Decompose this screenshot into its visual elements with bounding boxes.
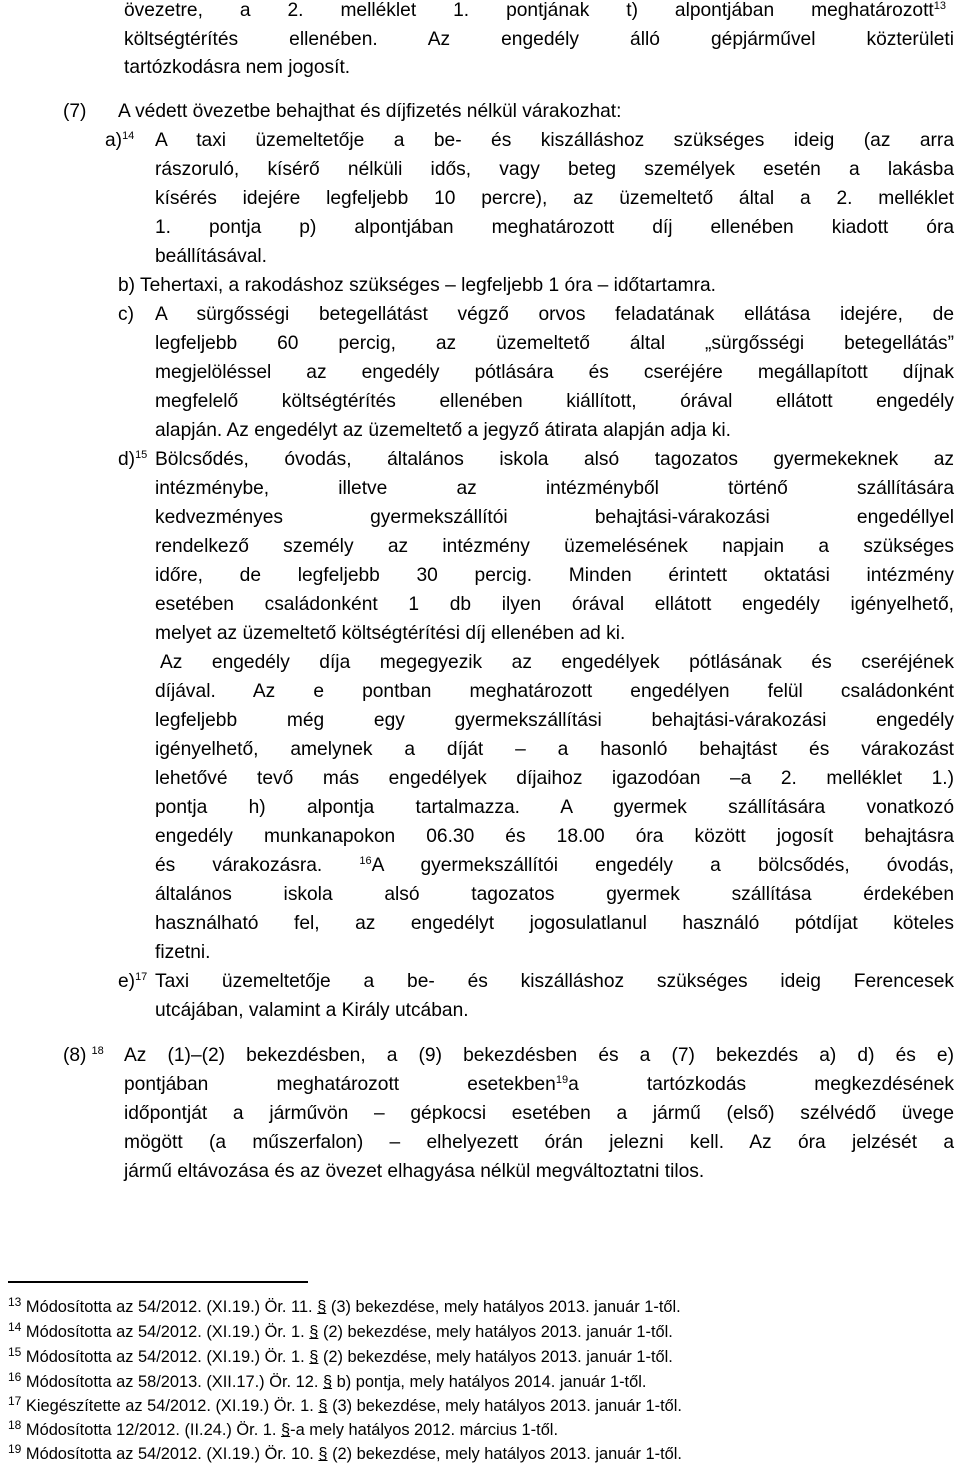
footnote: $^{14}$ Módosította az 54/2012. (XI.19.) Ör. 1. § (2) bekezdése, mely hatályos 2013. január 1-től. [8, 1320, 673, 1341]
body-line: általános iskola alsó tagozatos gyermek szállítása érdekében [155, 884, 954, 905]
body-line: A taxi üzemeltetője a be- és kiszálláshoz szükséges ideig (az arra [155, 130, 954, 151]
footnote-separator [8, 1281, 308, 1283]
body-line: pontjában meghatározott esetekben$^{19}$a tartózkodás megkezdésének [124, 1074, 954, 1095]
body-line: mögött (a műszerfalon) – elhelyezett órán jelezni kell. Az óra jelzését a [124, 1132, 954, 1153]
body-line: Taxi üzemeltetője a be- és kiszálláshoz szükséges ideig Ferencesek [155, 971, 954, 992]
body-line: legfeljebb 60 percig, az üzemeltető által „sürgősségi betegellátás” [155, 333, 954, 354]
footnote-number: 16 [8, 1370, 22, 1384]
body-line: lehetővé tevő más engedélyek díjaihoz igazodóan –a 2. melléklet 1.) [155, 768, 954, 789]
body-line: 1. pontja p) alpontjában meghatározott díj ellenében kiadott óra [155, 217, 954, 238]
body-line: jármű eltávozása és az övezet elhagyása nélkül megváltoztatni tilos. [124, 1161, 705, 1182]
body-line: Az engedély díja megegyezik az engedélyek pótlásának és cseréjének [160, 652, 954, 673]
body-line: engedély munkanapokon 06.30 és 18.00 óra között jogosít behajtásra [155, 826, 954, 847]
footnote-number: 19 [8, 1442, 22, 1456]
body-line: díjával. Az e pontban meghatározott engedélyen felül családonként [155, 681, 954, 702]
section-symbol: § [318, 1397, 328, 1415]
body-line: utcájában, valamint a Király utcában. [155, 1000, 469, 1021]
footnote: $^{15}$ Módosította az 54/2012. (XI.19.) Ör. 1. § (2) bekezdése, mely hatályos 2013. január 1-től. [8, 1345, 673, 1366]
footnote: $^{17}$ Kiegészítette az 54/2012. (XI.19.) Ör. 1. § (3) bekezdése, mely hatályos 2013. január 1-től. [8, 1394, 682, 1415]
paragraph-title: A védett övezetbe behajthat és díjfizetés nélkül várakozhat: [118, 101, 622, 122]
body-line: fizetni. [155, 942, 211, 963]
section-symbol: § [309, 1348, 319, 1366]
footnote: $^{16}$ Módosította az 58/2013. (XII.17.) Ör. 12. § b) pontja, mely hatályos 2014. január 1-től. [8, 1370, 647, 1391]
footnote: $^{13}$ Módosította az 54/2012. (XI.19.) Ör. 11. § (3) bekezdése, mely hatályos 2013. január 1-től. [8, 1295, 681, 1316]
section-symbol: § [318, 1445, 328, 1463]
point-label: a)$^{14}$ [105, 130, 135, 151]
paragraph-number: (7) [63, 101, 87, 122]
body-line: időpontját a járművön – gépkocsi esetében a jármű (első) szélvédő üvege [124, 1103, 954, 1124]
body-line: legfeljebb még egy gyermekszállítási behajtási-várakozási engedély [155, 710, 954, 731]
body-line: megjelöléssel az engedély pótlására és cseréjére megállapított díjnak [155, 362, 954, 383]
body-line: költségtérítés ellenében. Az engedély álló gépjárművel közterületi [124, 29, 954, 50]
body-line: Bölcsődés, óvodás, általános iskola alsó tagozatos gyermekeknek az [155, 449, 954, 470]
footnote-number: 15 [8, 1345, 22, 1359]
footnote-ref: 16 [359, 855, 372, 867]
footnote-number: 14 [8, 1320, 22, 1334]
body-line: A sürgősségi betegellátást végző orvos feladatának ellátása idejére, de [155, 304, 954, 325]
body-line: beállításával. [155, 246, 267, 267]
section-symbol: § [322, 1373, 333, 1391]
section-symbol: § [281, 1421, 291, 1439]
footnote-ref: 18 [91, 1045, 104, 1057]
body-line: Az (1)–(2) bekezdésben, a (9) bekezdésben és a (7) bekezdés a) d) és e) [124, 1045, 954, 1066]
point-label: e)$^{17}$ [118, 971, 148, 992]
body-line: időre, de legfeljebb 30 percig. Minden érintett oktatási intézmény [155, 565, 954, 586]
body-line: melyet az üzemeltető költségtérítési díj ellenében ad ki. [155, 623, 626, 644]
body-line: övezetre, a 2. melléklet 1. pontjának t) alpontjában meghatározott$^{13}$ [124, 0, 946, 21]
footnote: $^{18}$ Módosította 12/2012. (II.24.) Ör. 1. §-a mely hatályos 2012. március 1-től. [8, 1418, 559, 1439]
body-line: tartózkodásra nem jogosít. [124, 57, 351, 78]
body-line: rendelkező személy az intézmény üzemelésének napjain a szükséges [155, 536, 954, 557]
body-line: kísérés idejére legfeljebb 10 percre), az üzemeltető által a 2. melléklet [155, 188, 954, 209]
footnote-number: 18 [8, 1418, 22, 1432]
footnote-ref: 15 [135, 449, 148, 461]
footnote: $^{19}$ Módosította az 54/2012. (XI.19.) Ör. 10. § (2) bekezdése, mely hatályos 2013. január 1-től. [8, 1442, 682, 1463]
body-line: intézménybe, illetve az intézményből történő szállítására [155, 478, 954, 499]
footnote-number: 13 [8, 1295, 22, 1309]
footnote-ref: 17 [135, 971, 148, 983]
body-line: pontja h) alpontja tartalmazza. A gyermek szállítására vonatkozó [155, 797, 954, 818]
body-line: rászoruló, kísérő nélküli idős, vagy beteg személyek esetén a lakásba [155, 159, 954, 180]
section-symbol: § [309, 1323, 319, 1341]
body-line: kedvezményes gyermekszállítói behajtási-várakozási engedéllyel [155, 507, 954, 528]
footnote-number: 17 [8, 1394, 22, 1408]
body-line: b) Tehertaxi, a rakodáshoz szükséges – legfeljebb 1 óra – időtartamra. [118, 275, 716, 296]
body-line: esetében családonként 1 db ilyen órával ellátott engedély igényelhető, [155, 594, 954, 615]
body-line: alapján. Az engedélyt az üzemeltető a jegyző átirata alapján adja ki. [155, 420, 731, 441]
body-line: és várakozásra. $^{16}$A gyermekszállítói engedély a bölcsődés, óvodás, [155, 855, 954, 876]
body-line: megfelelő költségtérítés ellenében kiállított, órával ellátott engedély [155, 391, 954, 412]
body-line: használható fel, az engedélyt jogosulatlanul használó pótdíjat köteles [155, 913, 954, 934]
footnote-ref: 14 [122, 130, 135, 142]
footnote-ref: 19 [555, 1074, 569, 1086]
paragraph-number: (8) $^{18}$ [63, 1045, 104, 1066]
footnote-ref: 13 [933, 0, 946, 12]
section-symbol: § [317, 1298, 327, 1316]
point-label: d)$^{15}$ [118, 449, 148, 470]
point-label: c) [118, 304, 134, 325]
body-line: igényelhető, amelynek a díját – a hasonló behajtást és várakozást [155, 739, 954, 760]
